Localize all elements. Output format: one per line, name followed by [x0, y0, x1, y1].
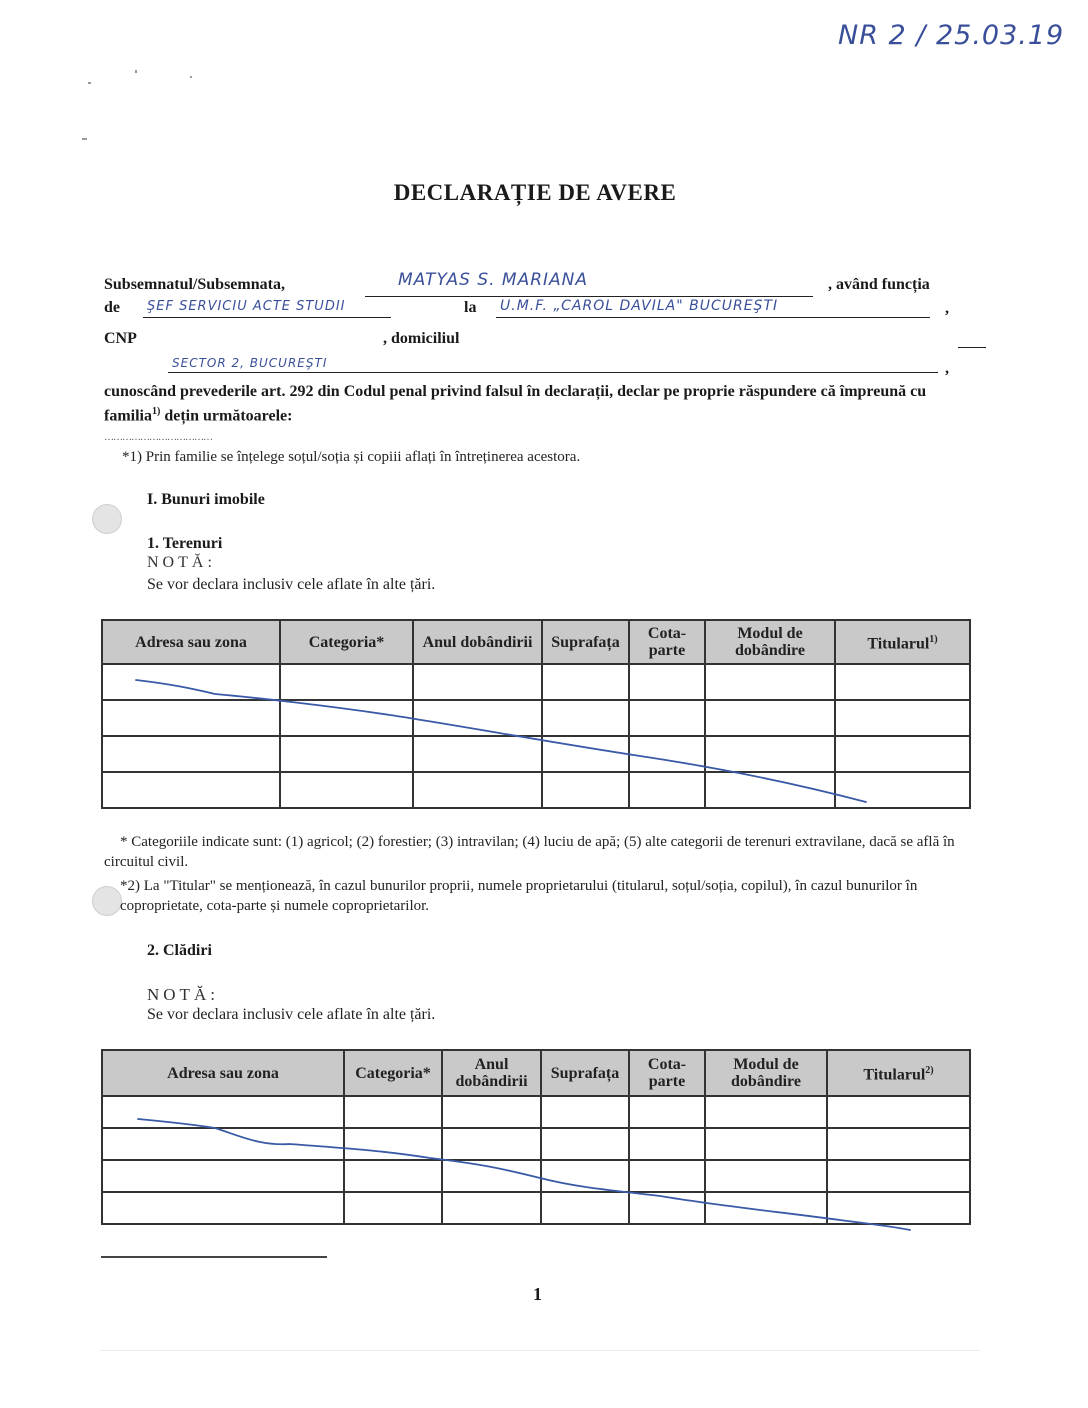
table-cell [705, 664, 835, 700]
table-cell [542, 736, 629, 772]
table-row [102, 1192, 970, 1224]
footnote-categories: * Categoriile indicate sunt: (1) agricol; (2) forestier; (3) intravilan; (4) luciu de apă; (5) alte categorii de terenuri extravilane, dacă se află în circuitul civil. [104, 834, 955, 870]
function-underline [143, 317, 391, 318]
table-header-row [102, 1050, 970, 1096]
table-cell [102, 1096, 344, 1128]
table-cell [835, 736, 970, 772]
table-cell [413, 664, 542, 700]
scan-speck [190, 76, 192, 78]
label-la: la [464, 299, 477, 316]
table-cell [629, 1192, 705, 1224]
terenuri-table [101, 619, 971, 809]
column-header-titular [835, 620, 970, 664]
note-heading: NOTĂ: [147, 554, 216, 571]
statement-footnote-ref: 1) [152, 406, 161, 417]
table-cell [102, 1128, 344, 1160]
table-cell [705, 1192, 827, 1224]
cladiri-table [101, 1049, 971, 1225]
comma: , [945, 360, 949, 377]
declarant-name: MATYAS S. MARIANA [398, 270, 589, 290]
column-header: Anul dobândirii [442, 1050, 541, 1096]
declarant-institution: U.M.F. „CAROL DAVILA" BUCUREŞTI [500, 298, 779, 314]
label-domiciliul: , domiciliul [383, 330, 460, 347]
table-cell [827, 1160, 970, 1192]
name-underline [365, 296, 813, 297]
table-cell [280, 772, 413, 808]
table-row [102, 1160, 970, 1192]
table-row [102, 772, 970, 808]
table-cell [629, 664, 705, 700]
column-header-titular [827, 1050, 970, 1096]
table-row [102, 1128, 970, 1160]
column-header: Categoria* [280, 620, 413, 664]
footnote-titular: *2) La "Titular" se menționează, în cazul bunurilor proprii, numele proprietarului (titularul, soțul/soția, copilul), în cazul bunurilor în coproprietate, cota-parte și numele coproprietarilor. [120, 878, 918, 914]
table-cell [542, 772, 629, 808]
table-cell [344, 1128, 442, 1160]
note-text: Se vor declara inclusiv cele aflate în alte țări. [147, 576, 436, 593]
table-cell [705, 1128, 827, 1160]
column-header: Cota-parte [629, 1050, 705, 1096]
footnote-ref: 2) [925, 1065, 934, 1077]
table-cell [541, 1192, 629, 1224]
statement-end: dețin următoarele: [160, 407, 293, 425]
column-header: Modul de dobândire [705, 1050, 827, 1096]
table-cell [102, 772, 280, 808]
table-cell [413, 736, 542, 772]
table-cell [541, 1160, 629, 1192]
table-row [102, 1096, 970, 1128]
table-cell [280, 700, 413, 736]
column-header: Modul de dobândire [705, 620, 835, 664]
declarant-function: ŞEF SERVICIU ACTE STUDII [147, 299, 346, 314]
table-header-row [102, 620, 970, 664]
table-cell [705, 700, 835, 736]
table-cell [629, 772, 705, 808]
statement [104, 382, 954, 426]
scan-speck [135, 70, 137, 73]
table-cell [629, 1160, 705, 1192]
scan-artifact-line [100, 1350, 980, 1351]
table-cell [827, 1096, 970, 1128]
table-row [102, 664, 970, 700]
table-cell [344, 1160, 442, 1192]
declarant-address: SECTOR 2, BUCUREŞTI [172, 356, 328, 370]
institution-underline [496, 317, 930, 318]
column-header-text: Titularul [867, 635, 930, 653]
table-cell [629, 1096, 705, 1128]
scan-speck [82, 138, 87, 140]
section-heading-bunuri-imobile: I. Bunuri imobile [147, 491, 265, 508]
table-cell [835, 700, 970, 736]
note-text: Se vor declara inclusiv cele aflate în alte țări. [147, 1006, 436, 1023]
page-number: 1 [533, 1284, 542, 1304]
column-header: Categoria* [344, 1050, 442, 1096]
table-cell [705, 736, 835, 772]
table-cell [542, 700, 629, 736]
cnp-value [143, 330, 363, 348]
table-cell [542, 664, 629, 700]
table-cell [835, 664, 970, 700]
subsection-heading-cladiri: 2. Clădiri [147, 942, 212, 959]
table-cell [705, 1096, 827, 1128]
subsection-heading-terenuri: 1. Terenuri [147, 535, 223, 552]
table-row [102, 700, 970, 736]
registration-number: NR 2 / 25.03.19 [838, 20, 1065, 51]
table-cell [413, 700, 542, 736]
table-cell [102, 1160, 344, 1192]
table-cell [344, 1192, 442, 1224]
table-cell [541, 1096, 629, 1128]
column-header: Adresa sau zona [102, 1050, 344, 1096]
footnote-1: *1) Prin familie se înțelege soțul/soția și copiii aflați în întreținerea acestora. [122, 449, 581, 465]
table-cell [102, 1192, 344, 1224]
table-row [102, 736, 970, 772]
footnote-ref: 1) [929, 634, 938, 646]
table-cell [835, 772, 970, 808]
table-cell [705, 1160, 827, 1192]
table-cell [442, 1192, 541, 1224]
table-cell [442, 1096, 541, 1128]
table-cell [102, 664, 280, 700]
table-cell [442, 1128, 541, 1160]
table-cell [629, 736, 705, 772]
table-cell [827, 1192, 970, 1224]
column-header: Suprafața [542, 620, 629, 664]
label-subsemnatul: Subsemnatul/Subsemnata, [104, 276, 285, 293]
statement-text: cunoscând prevederile art. 292 din Codul penal privind falsul în declarații, declar pe proprie răspundere că împreună cu familia [104, 383, 927, 425]
document-title: DECLARAȚIE DE AVERE [393, 180, 677, 205]
table-cell [705, 772, 835, 808]
column-header-text: Titularul [863, 1066, 926, 1084]
scan-speck [88, 82, 91, 84]
punch-hole [92, 504, 122, 534]
label-avand-functia: , având funcția [828, 276, 930, 293]
column-header: Adresa sau zona [102, 620, 280, 664]
table-cell [442, 1160, 541, 1192]
address-dash [958, 347, 986, 348]
column-header: Suprafața [541, 1050, 629, 1096]
table-cell [827, 1128, 970, 1160]
comma: , [945, 300, 949, 317]
column-header: Cota-parte [629, 620, 705, 664]
table-cell [344, 1096, 442, 1128]
label-cnp: CNP [104, 330, 137, 347]
label-de: de [104, 299, 120, 316]
table-cell [629, 1128, 705, 1160]
table-cell [102, 700, 280, 736]
footnote-separator [101, 1256, 327, 1258]
table-cell [541, 1128, 629, 1160]
table-cell [280, 664, 413, 700]
footnote-separator-dots: ……………………………… [104, 432, 212, 443]
table-cell [280, 736, 413, 772]
punch-hole [92, 886, 122, 916]
table-cell [413, 772, 542, 808]
address-underline [168, 372, 938, 373]
table-cell [102, 736, 280, 772]
column-header: Anul dobândirii [413, 620, 542, 664]
note-heading: NOTĂ: [147, 985, 219, 1004]
table-cell [629, 700, 705, 736]
